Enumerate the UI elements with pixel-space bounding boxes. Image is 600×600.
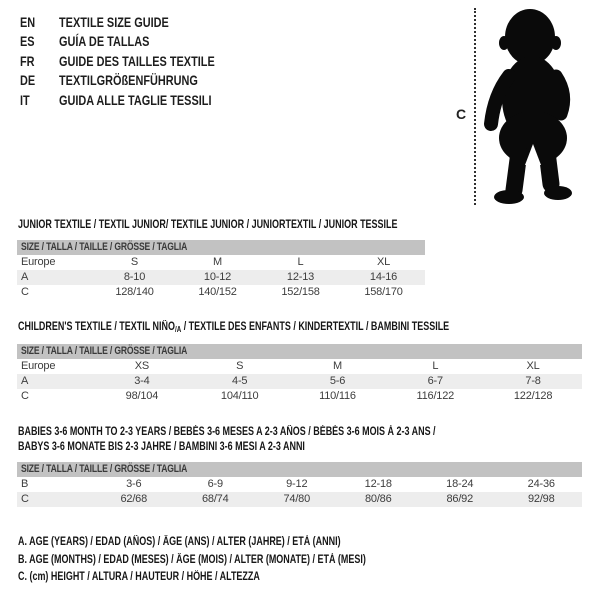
table-row-europe	[17, 255, 425, 270]
size-header-label: SIZE / TALLA / TAILLE / GRÖSSE / TAGLIA	[21, 345, 188, 357]
row-label: C	[21, 286, 29, 298]
table-cell: 12-13	[286, 271, 315, 283]
babies-size-table	[17, 462, 582, 507]
language-code: ES	[20, 33, 35, 50]
table-cell: L	[297, 256, 304, 268]
footnote-b-text: B. AGE (MONTHS) / EDAD (MESES) / ÂGE (MOIS) / ALTER (MONATE) / ETÀ (MESI)	[18, 553, 366, 566]
table-cell: 140/152	[198, 286, 237, 298]
children-section-title	[18, 321, 571, 333]
footnote-a-text: A. AGE (YEARS) / EDAD (AÑOS) / ÂGE (ANS) / ALTER (JAHRE) / ETÀ (ANNI)	[18, 536, 341, 548]
language-code: FR	[20, 52, 35, 69]
guide-title-de: TEXTILGRÖßENFÜHRUNG	[59, 72, 198, 89]
row-label: Europe	[21, 256, 56, 268]
babies-section-title-line1	[18, 426, 553, 438]
table-cell: XL	[526, 360, 540, 372]
title-subscript: /A	[174, 325, 182, 334]
language-row-fr	[20, 52, 215, 71]
language-row-it	[20, 91, 212, 110]
size-header-bar	[17, 344, 582, 359]
footnote-b	[18, 552, 464, 570]
language-row-de	[20, 71, 198, 90]
table-cell: 24-36	[527, 478, 555, 490]
table-cell: 116/122	[416, 390, 455, 402]
row-label: C	[21, 493, 29, 505]
table-cell: 5-6	[329, 375, 346, 387]
table-cell: 128/140	[115, 286, 154, 298]
table-cell: 10-12	[203, 271, 232, 283]
language-list	[20, 13, 215, 110]
guide-title-fr: GUIDE DES TAILLES TEXTILE	[59, 52, 215, 69]
row-label: A	[21, 375, 29, 387]
table-row-height	[17, 492, 582, 507]
table-cell: 98/104	[125, 390, 159, 402]
table-cell: 6-9	[207, 478, 223, 490]
junior-title-text: JUNIOR TEXTILE / TEXTIL JUNIOR/ TEXTILE JUNIOR / JUNIORTEXTIL / JUNIOR TESSILE	[18, 219, 398, 231]
table-row-height	[17, 389, 582, 404]
table-cell: 4-5	[232, 375, 248, 387]
language-row-es	[20, 32, 150, 51]
table-cell: 8-10	[123, 271, 146, 283]
babies-title-text-1: BABIES 3-6 MONTH TO 2-3 YEARS / BEBÉS 3-6 MESES A 2-3 AÑOS / BÉBÉS 3-6 MOIS À 2-3 ANS /	[18, 426, 436, 438]
table-row-months	[17, 477, 582, 492]
table-cell: 68/74	[201, 493, 229, 505]
footnote-c-text: C. (cm) HEIGHT / ALTURA / HAUTEUR / HÖHE / ALTEZZA	[18, 571, 260, 584]
table-cell: 14-16	[369, 271, 398, 283]
table-cell: S	[236, 360, 244, 372]
table-row-europe	[17, 359, 582, 374]
children-size-table	[17, 344, 582, 404]
size-header-label: SIZE / TALLA / TAILLE / GRÖSSE / TAGLIA	[21, 241, 188, 253]
table-cell: 158/170	[364, 286, 403, 298]
height-label-c: C	[456, 106, 467, 122]
table-cell: XS	[134, 360, 150, 372]
junior-size-table	[17, 240, 425, 300]
language-row-en	[20, 13, 169, 32]
table-cell: 3-4	[134, 375, 150, 387]
table-cell: 92/98	[527, 493, 555, 505]
table-cell: 80/86	[364, 493, 392, 505]
babies-section-title-line2	[18, 441, 386, 453]
table-cell: 122/128	[513, 390, 553, 402]
table-cell: 62/68	[120, 493, 148, 505]
footnote-a	[18, 534, 464, 552]
table-cell: M	[333, 360, 342, 372]
language-code: DE	[20, 72, 36, 89]
table-cell: XL	[376, 256, 391, 268]
row-label: Europe	[21, 360, 56, 372]
table-cell: L	[432, 360, 439, 372]
table-cell: 18-24	[446, 478, 474, 490]
row-label: C	[21, 390, 29, 402]
guide-title-it: GUIDA ALLE TAGLIE TESSILI	[59, 91, 212, 108]
table-cell: 9-12	[286, 478, 308, 490]
size-header-bar	[17, 462, 582, 477]
table-cell: M	[213, 256, 222, 268]
language-code: IT	[20, 91, 30, 108]
table-cell: 7-8	[525, 375, 541, 387]
table-cell: 110/116	[319, 390, 356, 402]
junior-section-title	[18, 219, 504, 231]
baby-silhouette-icon	[481, 4, 593, 206]
table-row-age	[17, 270, 425, 285]
table-row-age	[17, 374, 582, 389]
row-label: A	[21, 271, 29, 283]
footnote-legend	[18, 534, 464, 587]
babies-title-text-2: BABYS 3-6 MONATE BIS 2-3 JAHRE / BAMBINI 3-6 MESI A 2-3 ANNI	[18, 441, 305, 453]
table-row-height	[17, 285, 425, 300]
table-cell: 104/110	[220, 390, 259, 402]
guide-title-es: GUÍA DE TALLAS	[59, 33, 150, 50]
table-cell: 86/92	[446, 493, 474, 505]
table-cell: 3-6	[126, 478, 142, 490]
table-cell: S	[130, 256, 139, 268]
table-cell: 12-18	[364, 478, 392, 490]
language-code: EN	[20, 14, 36, 30]
table-cell: 152/158	[281, 286, 320, 298]
size-header-bar	[17, 240, 425, 255]
height-measure-line	[474, 8, 476, 205]
row-label: B	[21, 478, 29, 490]
footnote-c	[18, 569, 464, 587]
table-cell: 74/80	[283, 493, 311, 505]
children-title-text: CHILDREN'S TEXTILE / TEXTIL NIÑO/A / TEXTILE DES ENFANTS / KINDERTEXTIL / BAMBINI TESSILE	[18, 321, 450, 334]
guide-title-en: TEXTILE SIZE GUIDE	[59, 14, 169, 30]
table-cell: 6-7	[427, 375, 443, 387]
size-header-label: SIZE / TALLA / TAILLE / GRÖSSE / TAGLIA	[21, 463, 188, 475]
